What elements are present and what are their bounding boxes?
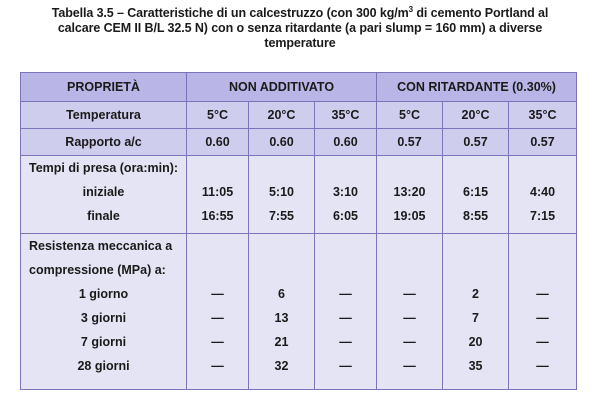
ratio-value: 0.60 [187,128,249,155]
setting-times-label: Tempi di presa (ora:min): [29,160,179,175]
setting-col [443,155,509,233]
ratio-value: 0.57 [377,128,443,155]
strength-value: 20 [468,335,483,350]
temperature-value: 35°C [509,102,577,129]
setting-value: 8:55 [463,208,489,223]
ratio-value: 0.60 [249,128,315,155]
temperature-row [21,102,577,129]
strength-value: 2 [472,287,479,302]
setting-col [315,155,377,233]
header-con-ritardante: CON RITARDANTE (0.30%) [377,73,577,102]
setting-value: 19:05 [393,208,426,223]
setting-final-label: finale [87,208,120,223]
setting-value: 5:10 [268,184,295,199]
header-property: PROPRIETÀ [21,73,187,102]
strength-value: — [339,311,352,326]
strength-col [377,234,443,390]
caption-line-3: temperature [264,36,336,50]
strength-value: — [339,335,352,350]
strength-value: 6 [278,287,285,302]
setting-value: 3:10 [332,184,359,199]
strength-col [249,234,315,390]
strength-day-label: 3 giorni [80,311,127,326]
strength-label-1: Resistenza meccanica a [29,239,173,254]
strength-value: — [536,359,549,374]
temperature-value: 20°C [443,102,509,129]
caption-line-1: Tabella 3.5 – Caratteristiche di un calcestruzzo (con 300 $kg/m^3$ di cemento Portland al [51,4,549,20]
strength-value: 32 [274,359,289,374]
strength-value: 7 [472,311,479,326]
temperature-value: 5°C [187,102,249,129]
strength-value: — [211,287,224,302]
setting-value: 11:05 [201,184,234,199]
ratio-value: 0.57 [509,128,577,155]
strength-value: — [211,359,224,374]
strength-value: — [211,335,224,350]
header-row [21,73,577,102]
strength-label-2: compressione (MPa) a: [29,263,166,278]
strength-col [443,234,509,390]
strength-labels [21,234,187,390]
strength-day-label: 28 giorni [77,359,130,374]
ratio-value: 0.57 [443,128,509,155]
temperature-value: 20°C [249,102,315,129]
temperature-value: 5°C [377,102,443,129]
temperature-label: Temperatura [21,102,187,129]
setting-col [187,155,249,233]
temperature-value: 35°C [315,102,377,129]
strength-value: 35 [468,359,483,374]
setting-value: 16:55 [201,208,234,223]
setting-col [249,155,315,233]
strength-value: — [403,311,416,326]
strength-day-label: 7 giorni [80,335,127,350]
setting-value: 7:15 [530,208,556,223]
setting-value: 13:20 [393,184,426,199]
strength-value: 13 [274,311,289,326]
setting-times-labels [21,155,187,233]
table-caption [20,6,580,51]
strength-day-label: 1 giorno [78,287,129,302]
strength-col [315,234,377,390]
strength-value: — [339,359,352,374]
strength-block [21,234,577,390]
strength-value: — [536,335,549,350]
properties-table [20,72,577,390]
ratio-value: 0.60 [315,128,377,155]
strength-value: — [211,311,224,326]
ratio-row [21,128,577,155]
setting-value: 7:55 [268,208,295,223]
setting-col [509,155,577,233]
strength-col [187,234,249,390]
setting-col [377,155,443,233]
caption-line-2: calcare CEM II B/L 32.5 N) con o senza ritardante (a pari slump = 160 mm) a diverse [57,21,543,35]
setting-value: 6:05 [332,208,359,223]
strength-value: 21 [274,335,289,350]
ratio-label: Rapporto a/c [21,128,187,155]
setting-value: 4:40 [530,184,556,199]
setting-times-block [21,155,577,233]
strength-value: — [339,287,352,302]
setting-value: 6:15 [463,184,489,199]
header-non-additivato: NON ADDITIVATO [187,73,377,102]
strength-value: — [536,287,549,302]
strength-value: — [403,359,416,374]
setting-initial-label: iniziale [82,184,125,199]
strength-value: — [403,335,416,350]
strength-col [509,234,577,390]
strength-value: — [403,287,416,302]
strength-value: — [536,311,549,326]
